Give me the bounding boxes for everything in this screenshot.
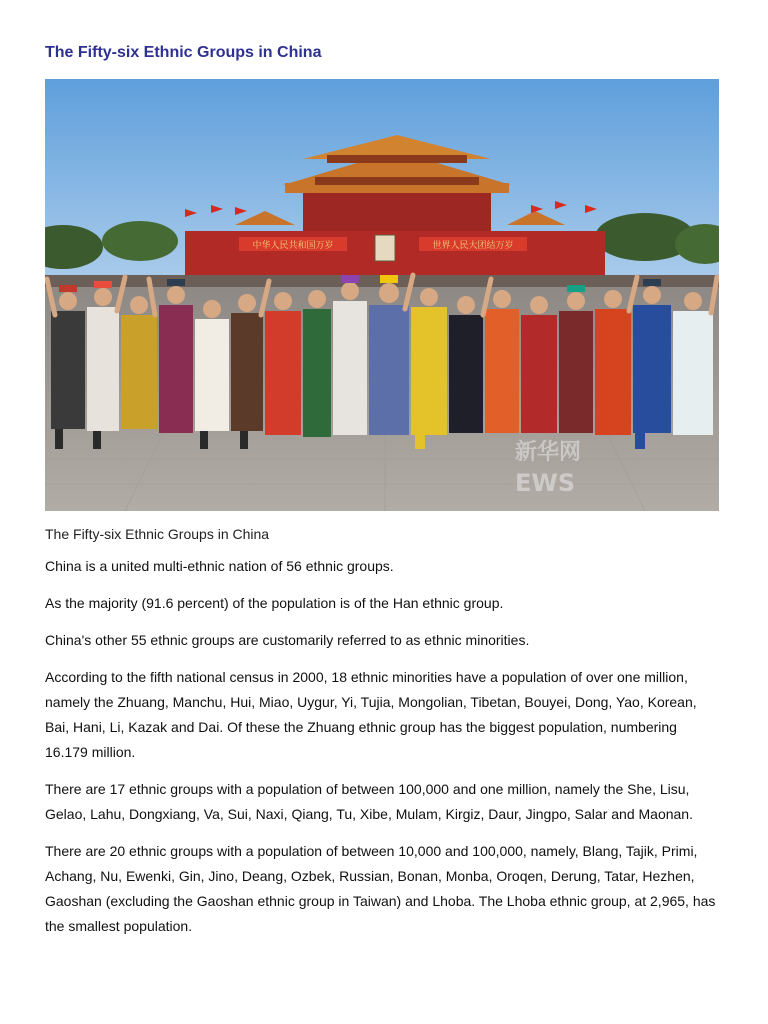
paragraph: There are 17 ethnic groups with a population of between 100,000 and one million, namely the She, Lisu, Gelao, Lahu, Dongxiang, Va, Sui, Naxi, Qiang, Tu, Xibe, Mulam, Kirgiz, Daur, Jingpo, Salar and Maonan. [45,781,693,822]
paragraph: According to the fifth national census in 2000, 18 ethnic minorities have a population of over one million, namely the Zhuang, Manchu, Hui, Miao, Uygur, Yi, Tujia, Mongolian, Tibetan, Bouyei, Dong, Yao, Korean, Bai, Hani, Li, Kazak and Dai. Of these the Zhuang ethnic group has the biggest population, numbering 16.179 million. [45,669,697,760]
watermark-en: EWS [515,469,576,497]
paragraph: China is a united multi-ethnic nation of 56 ethnic groups. [45,558,394,574]
paragraph: China's other 55 ethnic groups are customarily referred to as ethnic minorities. [45,632,530,648]
photo-tiananmen-ethnic-groups-icon [45,79,719,511]
paragraph: As the majority (91.6 percent) of the population is of the Han ethnic group. [45,595,504,611]
banner-right: 世界人民大团结万岁 [432,241,514,251]
photo-caption: The Fifty-six Ethnic Groups in China [45,526,270,542]
watermark-cn: 新华网 [515,440,582,465]
paragraph: There are 20 ethnic groups with a population of between 10,000 and 100,000, namely, Blang, Tajik, Primi, Achang, Nu, Ewenki, Gin, Jino, Deang, Ozbek, Russian, Bonan, Monba, Oroqen, Derung, Tatar, Hezhen, Gaoshan (excluding the Gaoshan ethnic group in Taiwan) and Lhoba. The Lhoba ethnic group, at 2,965, has the smallest population. [45,843,716,934]
banner-left: 中华人民共和国万岁 [252,241,334,251]
article-title: The Fifty-six Ethnic Groups in China [45,44,322,61]
article-photo [45,79,719,511]
article-body [45,554,723,951]
